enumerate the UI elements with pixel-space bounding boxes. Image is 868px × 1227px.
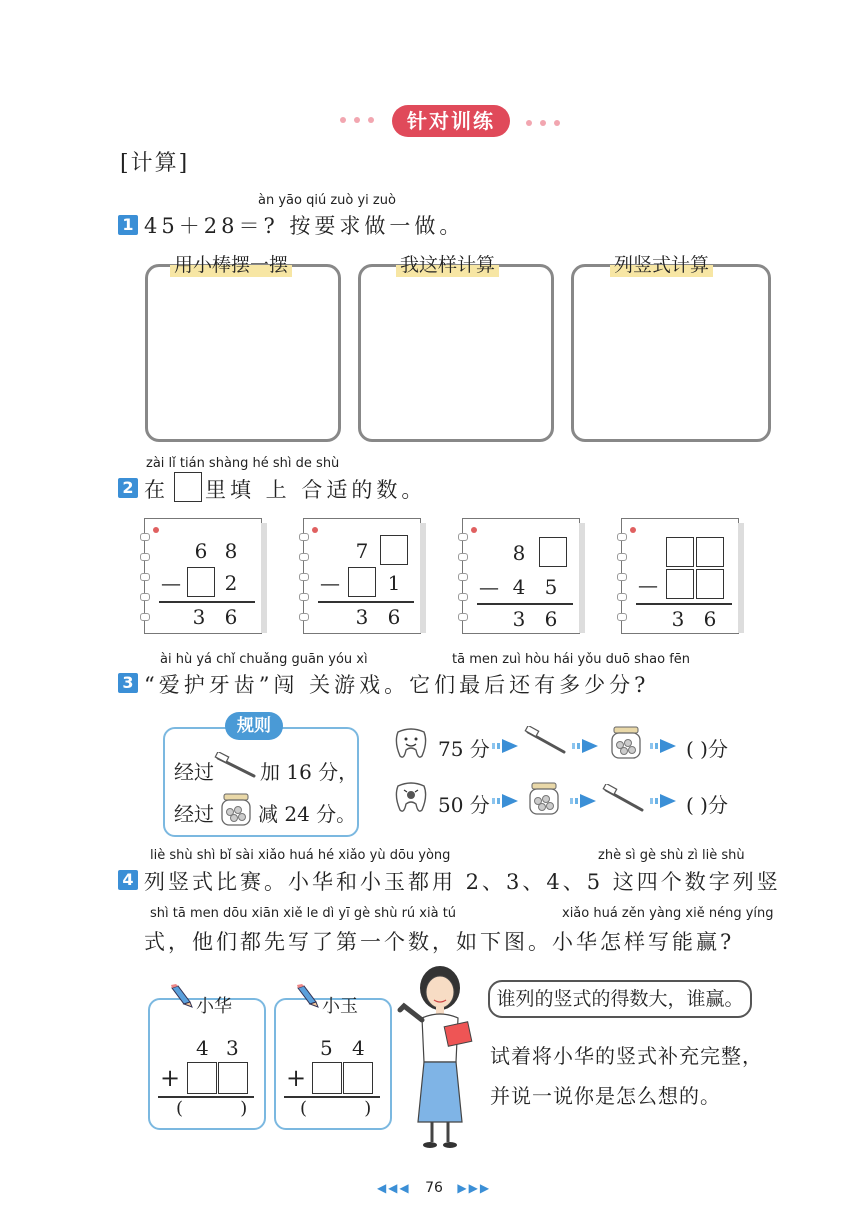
arrow-right-icon	[570, 791, 598, 811]
digit: 3	[192, 605, 206, 629]
digit: 5	[544, 575, 558, 599]
result-paren[interactable]: ( )	[176, 1098, 248, 1119]
arrow-right-icon	[492, 791, 520, 811]
q4-line-1: 列竖式比赛。小华和小玉都用 2、3、4、5 这四个数字列竖	[144, 870, 781, 894]
q1-text: 45＋28＝? 按要求做一做。	[144, 214, 465, 238]
page-number: 76	[425, 1180, 443, 1196]
arrow-right-icon	[650, 736, 678, 756]
answer-square-sample	[174, 472, 202, 502]
digit: 3	[512, 607, 526, 631]
q4-pinyin-b: shì tā men dōu xiān xiě le dì yī gè shù rú xià tú	[150, 906, 457, 921]
digit: 6	[703, 607, 717, 631]
card-name-xiaohua: 小华	[196, 996, 232, 1017]
work-box-mycalc[interactable]	[358, 264, 554, 442]
minus-sign: —	[479, 575, 499, 599]
result-paren[interactable]: ( )	[300, 1098, 372, 1119]
box-label-sticks: 用小棒摆一摆	[170, 250, 292, 277]
answer-square[interactable]	[696, 537, 724, 567]
decor-dot	[526, 120, 532, 126]
q3-number: 3	[118, 673, 138, 693]
answer-blank-2[interactable]: ( )分	[686, 793, 728, 817]
rule2-text-a: 经过	[174, 802, 214, 826]
answer-blank-1[interactable]: ( )分	[686, 737, 728, 761]
work-box-sticks[interactable]	[145, 264, 341, 442]
digit: 6	[387, 605, 401, 629]
answer-square[interactable]	[343, 1062, 373, 1094]
hint-line-2: 并说一说你是怎么想的。	[490, 1084, 721, 1108]
decor-dot	[540, 120, 546, 126]
digit: 2	[224, 571, 238, 595]
decor-dot	[368, 117, 374, 123]
plus-sign: +	[160, 1064, 181, 1092]
arrow-right-icon	[492, 736, 520, 756]
start-score-1: 75 分	[438, 737, 490, 761]
decor-dot	[340, 117, 346, 123]
work-box-vertical[interactable]	[571, 264, 771, 442]
q4-line-2: 式，他们都先写了第一个数，如下图。小华怎样写能赢?	[144, 930, 735, 954]
answer-square[interactable]	[348, 567, 376, 597]
digit: 3	[355, 605, 369, 629]
notepad-4	[621, 518, 739, 634]
digit: 4	[512, 575, 526, 599]
answer-square[interactable]	[539, 537, 567, 567]
digit: 1	[387, 571, 401, 595]
digit: 3	[671, 607, 685, 631]
minus-sign: —	[320, 571, 340, 595]
page-title: 针对训练	[392, 105, 510, 137]
section-label: [计算]	[120, 151, 190, 176]
candy-jar-icon	[608, 724, 644, 760]
toothbrush-icon	[602, 784, 646, 814]
decor-dot	[354, 117, 360, 123]
q3-pinyin-b: tā men zuì hòu hái yǒu duō shao fēn	[452, 652, 691, 667]
q4-number: 4	[118, 870, 138, 890]
rule1-text-a: 经过	[174, 760, 214, 784]
rule1-text-b: 加 16 分，	[260, 760, 359, 784]
q1-pinyin: àn yāo qiú zuò yi zuò	[258, 193, 396, 208]
notepad-1	[144, 518, 262, 634]
q2-text-a: 在	[144, 478, 169, 502]
digit: 8	[512, 541, 526, 565]
q2-number: 2	[118, 478, 138, 498]
q3-pinyin-a: ài hù yá chǐ chuǎng guān yóu xì	[160, 652, 368, 667]
page-footer	[0, 1180, 868, 1196]
q3-text: “爱护牙齿”闯 关游戏。它们最后还有多少分?	[144, 673, 650, 697]
decor-dot	[554, 120, 560, 126]
answer-square[interactable]	[696, 569, 724, 599]
arrow-right-icon	[572, 736, 600, 756]
digit: 5	[320, 1036, 333, 1060]
digit: 6	[544, 607, 558, 631]
rules-tag: 规则	[225, 712, 283, 740]
start-score-2: 50 分	[438, 793, 490, 817]
answer-square[interactable]	[380, 535, 408, 565]
q4-pinyin-a: liè shù shì bǐ sài xiǎo huá hé xiǎo yù dōu yòng	[150, 848, 451, 863]
rule2-text-b: 减 24 分。	[258, 802, 357, 826]
answer-square[interactable]	[187, 567, 215, 597]
digit: 3	[226, 1036, 239, 1060]
arrow-right-icon	[650, 791, 678, 811]
box-label-mycalc: 我这样计算	[396, 250, 499, 277]
notepad-2	[303, 518, 421, 634]
q4-pinyin-b2: xiǎo huá zěn yàng xiě néng yíng	[562, 906, 774, 921]
minus-sign: —	[638, 573, 658, 597]
q4-pinyin-a2: zhè sì gè shù zì liè shù	[598, 848, 745, 863]
q2-pinyin: zài lǐ tián shàng hé shì de shù	[146, 456, 340, 471]
notepad-3	[462, 518, 580, 634]
card-name-xiaoyu: 小玉	[322, 996, 358, 1017]
prev-arrows-icon: ◀◀◀	[376, 1181, 411, 1195]
digit: 7	[355, 539, 369, 563]
happy-tooth-icon	[388, 726, 434, 762]
next-arrows-icon: ▶▶▶	[457, 1181, 492, 1195]
answer-square[interactable]	[187, 1062, 217, 1094]
candy-jar-icon	[218, 791, 254, 827]
digit: 6	[194, 539, 208, 563]
toothbrush-icon	[524, 726, 568, 756]
answer-square[interactable]	[312, 1062, 342, 1094]
decayed-tooth-icon	[388, 780, 434, 816]
candy-jar-icon	[526, 780, 562, 816]
pencil-icon	[168, 984, 194, 1008]
digit: 4	[352, 1036, 365, 1060]
minus-sign: —	[161, 571, 181, 595]
speech-bubble: 谁列的竖式的得数大，谁赢。	[488, 980, 752, 1018]
answer-square[interactable]	[218, 1062, 248, 1094]
pencil-icon	[294, 984, 320, 1008]
hint-line-1: 试着将小华的竖式补充完整，	[490, 1044, 763, 1068]
answer-square[interactable]	[666, 569, 694, 599]
digit: 6	[224, 605, 238, 629]
q2-text-b: 里填 上 合适的数。	[205, 478, 427, 502]
toothbrush-icon	[214, 752, 258, 780]
digit: 4	[196, 1036, 209, 1060]
q1-number: 1	[118, 215, 138, 235]
box-label-vertical: 列竖式计算	[610, 250, 713, 277]
plus-sign: +	[286, 1064, 307, 1092]
answer-square[interactable]	[666, 537, 694, 567]
teacher-illustration	[394, 962, 486, 1152]
digit: 8	[224, 539, 238, 563]
